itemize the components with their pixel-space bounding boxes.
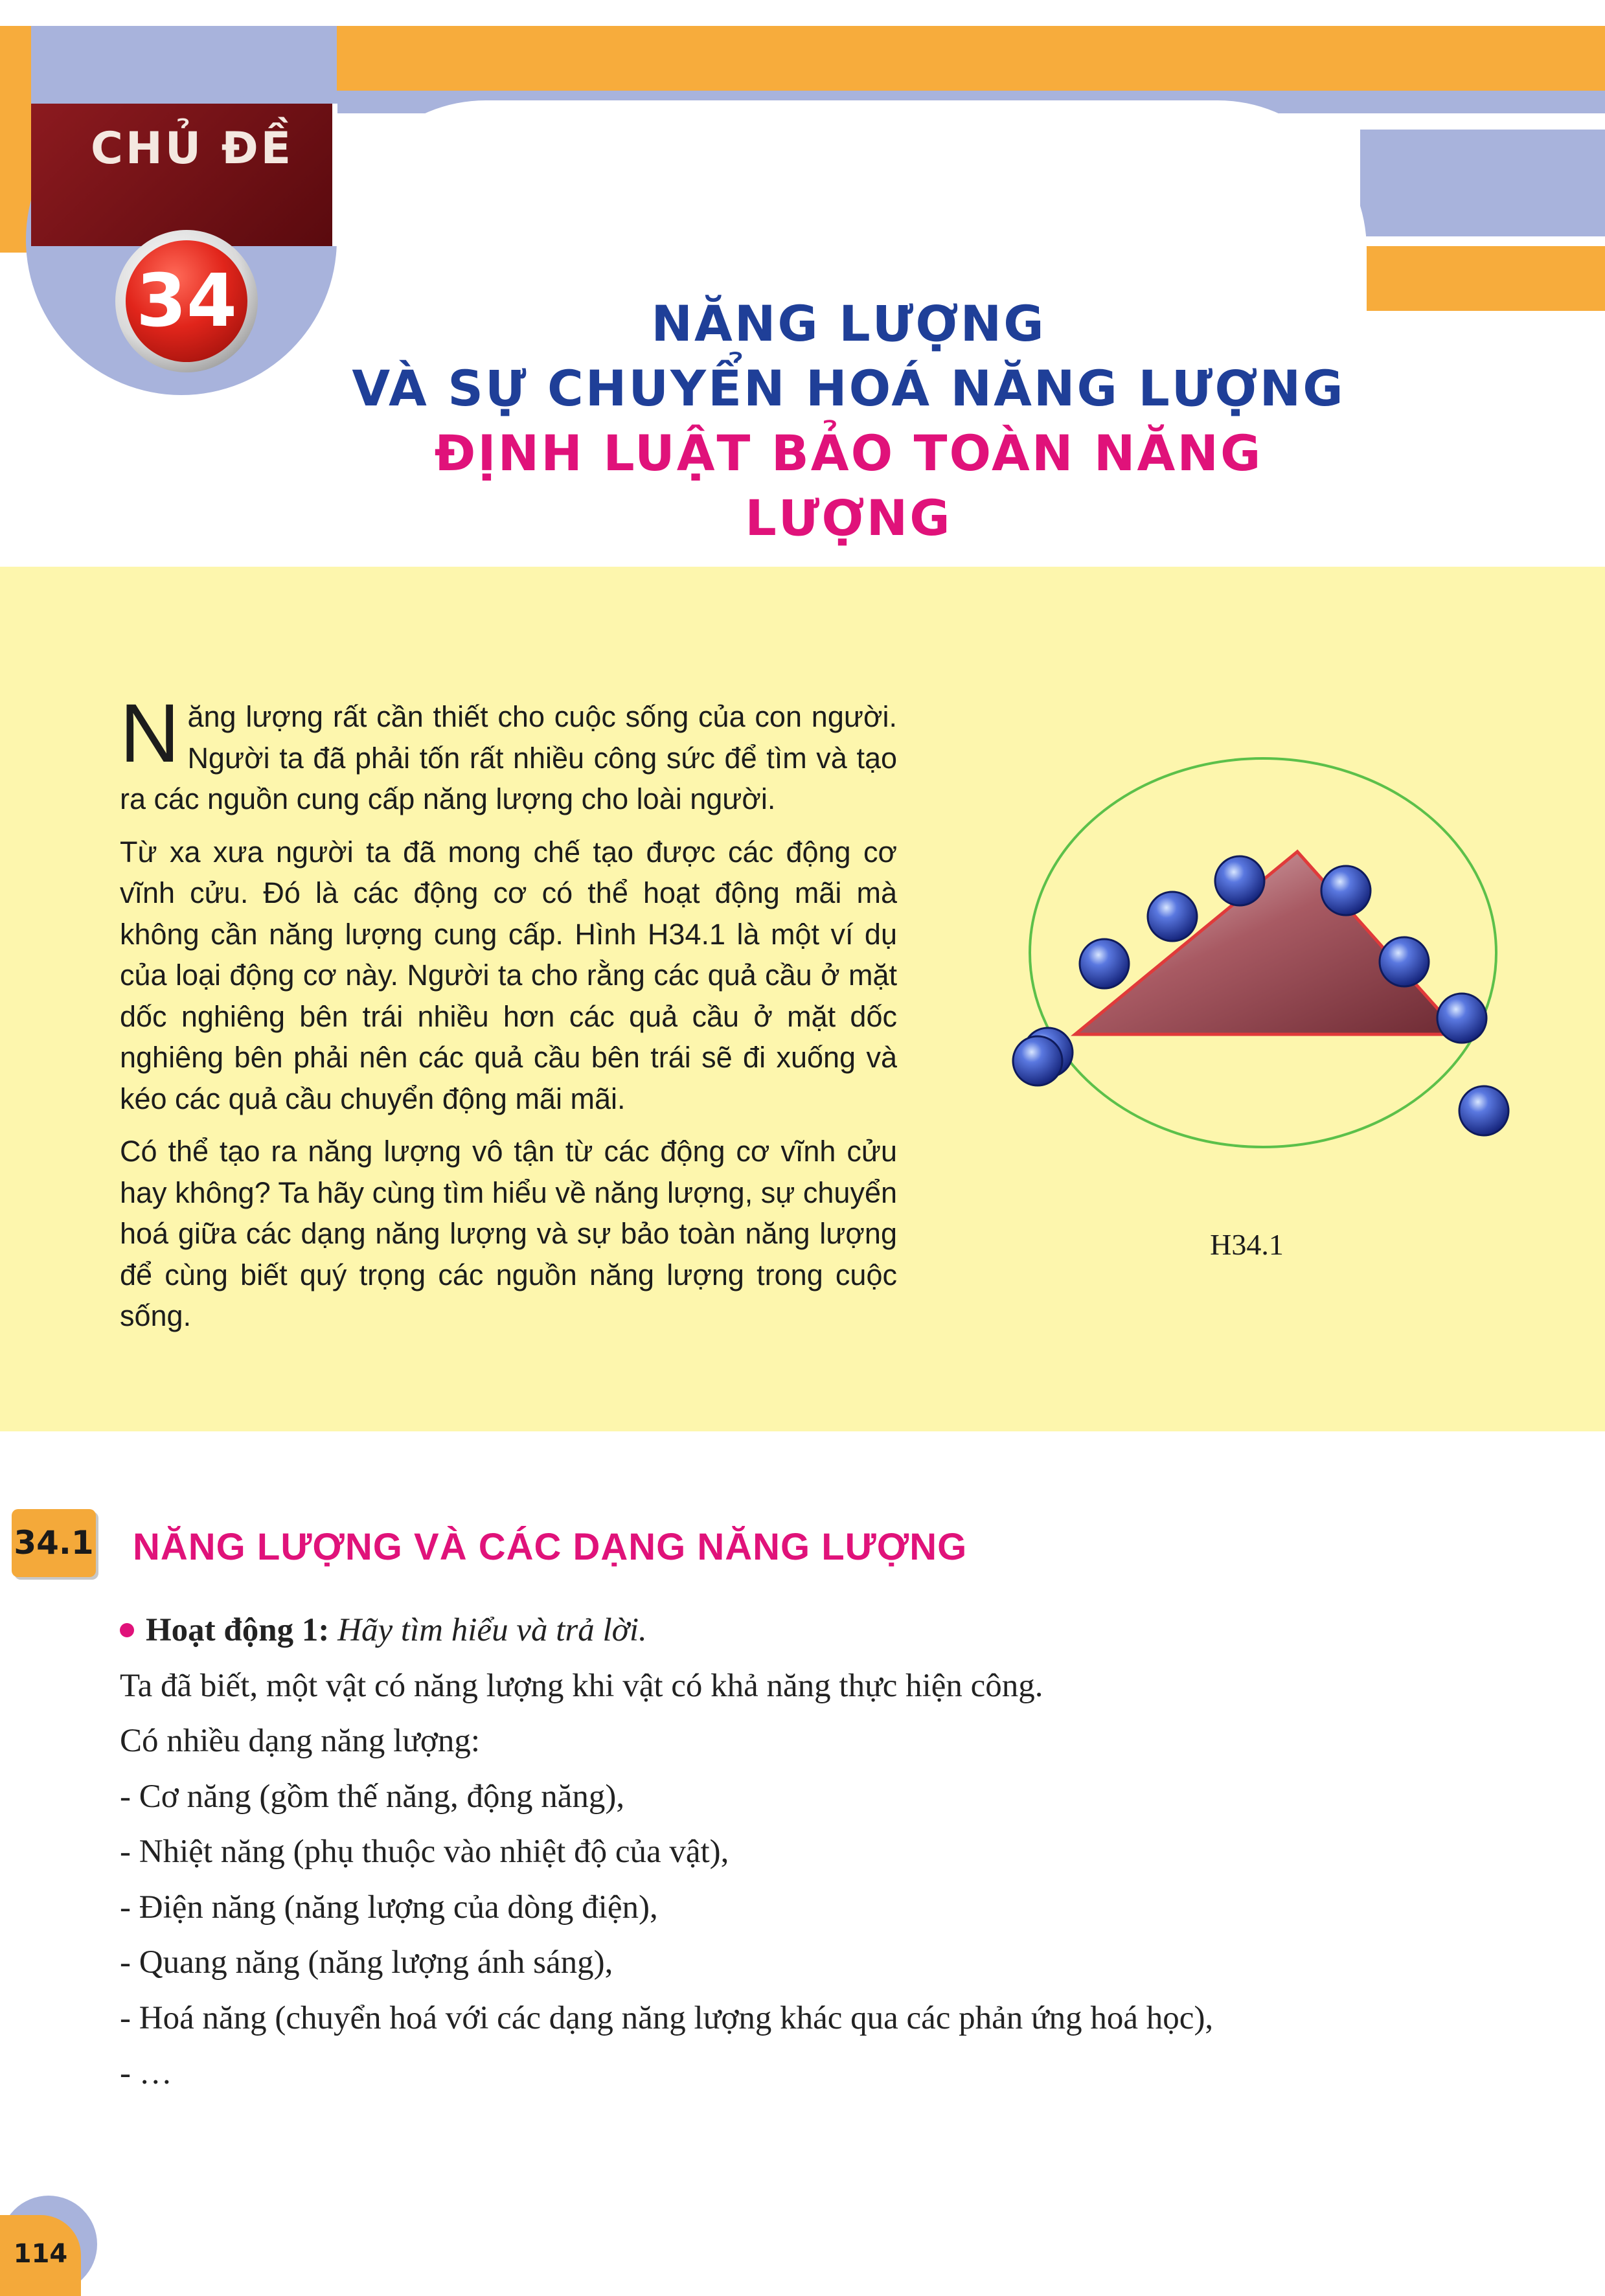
intro-paragraph-3: Có thể tạo ra năng lượng vô tận từ các động cơ vĩnh cửu hay không? Ta hãy cùng tìm hiểu về năng lượng, sự chuyển hoá giữa các dạng năng lượng và sự bảo toàn năng lượng để cùng biết quý trọng các nguồn năng lượng trong cuộc sống. <box>120 1135 897 1332</box>
title-line-3: ĐỊNH LUẬT BẢO TOÀN NĂNG LƯỢNG <box>434 424 1263 547</box>
header-band-blue-right <box>1360 130 1605 236</box>
activity-line <box>120 1603 1545 1659</box>
figure-caption: H34.1 <box>1210 1228 1284 1261</box>
content-line: - … <box>120 2055 172 2091</box>
intro-text <box>120 687 897 1348</box>
activity-label: Hoạt động 1: <box>146 1612 330 1648</box>
ball <box>1215 856 1264 905</box>
section-content <box>120 1603 1545 2102</box>
page-title <box>337 291 1360 551</box>
content-line: Ta đã biết, một vật có năng lượng khi vật có khả năng thực hiện công. <box>120 1667 1043 1704</box>
intro-paragraph-1 <box>120 687 897 820</box>
perpetual-motion-figure <box>978 703 1542 1169</box>
ball <box>1080 939 1129 988</box>
activity-text: Hãy tìm hiểu và trả lời. <box>337 1612 647 1648</box>
drop-cap: N <box>120 687 180 780</box>
content-line: - Hoá năng (chuyển hoá với các dạng năng lượng khác qua các phản ứng hoá học), <box>120 1999 1214 2036</box>
ball <box>1013 1036 1062 1085</box>
content-line: - Cơ năng (gồm thế năng, động năng), <box>120 1778 625 1815</box>
header-band-orange <box>337 26 1605 91</box>
section-number-badge: 34.1 <box>12 1509 96 1577</box>
intro-paragraph-2: Từ xa xưa người ta đã mong chế tạo được các động cơ vĩnh cửu. Đó là các động cơ có thể hoạt động mãi mà không cần năng lượng cung cấp. Hình H34.1 là một ví dụ của loại động cơ này. Người ta cho rằng các quả cầu ở mặt dốc nghiêng bên trái nhiều hơn các quả cầu ở mặt dốc nghiêng bên phải nên các quả cầu bên trái sẽ đi xuống và kéo các quả cầu chuyển động mãi mãi. <box>120 835 897 1115</box>
intro-paragraph-1-text: ăng lượng rất cần thiết cho cuộc sống của con người. Người ta đã phải tốn rất nhiều công sức để tìm và tạo ra các nguồn cung cấp năng lượng cho loài người. <box>120 700 897 815</box>
bullet-dot-icon <box>120 1623 134 1637</box>
topic-label: CHỦ ĐỀ <box>91 123 294 174</box>
content-line: - Quang năng (năng lượng ánh sáng), <box>120 1944 613 1981</box>
header-band-orange-right <box>1360 246 1605 311</box>
ball <box>1321 866 1371 915</box>
topic-number-badge: 34 <box>126 240 247 362</box>
content-line: - Điện năng (năng lượng của dòng điện), <box>120 1889 658 1926</box>
ball <box>1148 892 1197 941</box>
content-line: - Nhiệt năng (phụ thuộc vào nhiệt độ của vật), <box>120 1834 729 1870</box>
title-line-1: NĂNG LƯỢNG <box>651 295 1046 352</box>
title-line-2: VÀ SỰ CHUYỂN HOÁ NĂNG LƯỢNG <box>352 359 1345 417</box>
content-line: Có nhiều dạng năng lượng: <box>120 1723 481 1759</box>
ball <box>1380 937 1429 986</box>
page-number: 114 <box>0 2215 81 2296</box>
intro-panel <box>0 567 1605 1431</box>
section-title: NĂNG LƯỢNG VÀ CÁC DẠNG NĂNG LƯỢNG <box>133 1526 968 1568</box>
header-strip-left <box>0 26 31 253</box>
ball <box>1459 1086 1508 1135</box>
ball <box>1437 994 1486 1043</box>
